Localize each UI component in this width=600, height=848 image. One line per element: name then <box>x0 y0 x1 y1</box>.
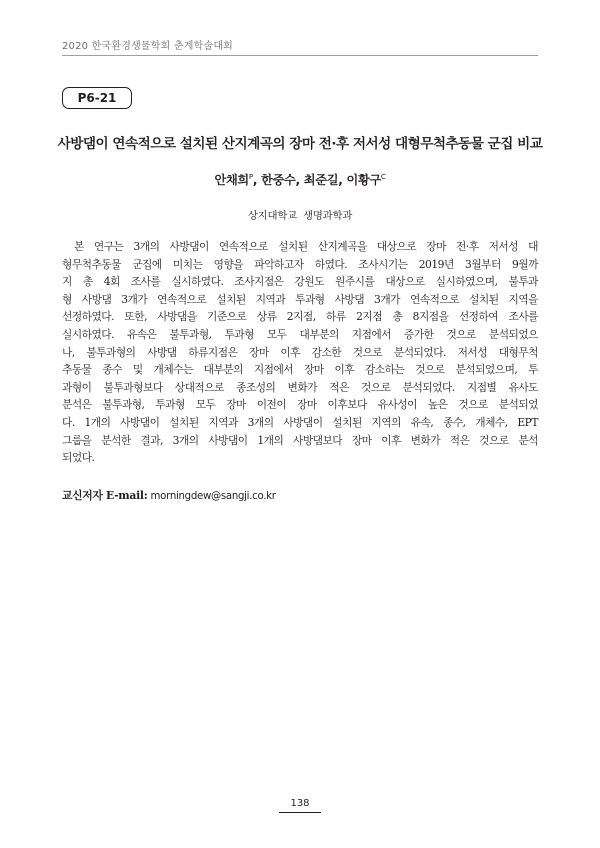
contact-label: 교신저자 E-mail: <box>62 489 148 502</box>
abstract-line: 다. 1개의 사방댐이 설치된 지역과 3개의 사방댐이 설치된 지역의 유속, 종수, 개체수, EPT <box>62 415 538 429</box>
page-number: 138 <box>290 798 310 809</box>
author-separator: , <box>338 173 347 187</box>
abstract-line: 되었다. <box>62 451 95 465</box>
abstract-body <box>62 238 538 467</box>
author-list <box>0 171 600 188</box>
page-number-underline <box>279 812 321 813</box>
abstract-line: 과형이 불투과형보다 상대적으로 종조성의 변화가 적은 것으로 분석되었다. 지점별 유사도 <box>62 380 538 394</box>
author-mark: P <box>248 173 253 181</box>
contact-email[interactable]: morningdew@sangji.co.kr <box>150 491 276 502</box>
abstract-line: 형무척추동물 군집에 미치는 영향을 파악하고자 하였다. 조사시기는 2019년 3월부터 9월까 <box>62 257 538 271</box>
abstract-line: 분석은 불투과형, 투과형 모두 장마 이전이 장마 이후보다 유사성이 높은 것으로 분석되었 <box>62 398 538 412</box>
author-name: 안채희 <box>214 173 249 187</box>
header-divider <box>62 55 538 56</box>
abstract-line: 추동물 종수 및 개체수는 대부분의 지점에서 장마 이후 감소하는 것으로 분석되었으며, 투 <box>62 363 538 377</box>
author-separator: , <box>295 173 304 187</box>
abstract-line: 실시하였다. 유속은 불투과형, 투과형 모두 대부분의 지점에서 증가한 것으로 분석되었으 <box>62 327 538 341</box>
abstract-line: 형 사방댐 3개가 연속적으로 설치된 지역과 투과형 사방댐 3개가 연속적으로 설치된 지역을 <box>62 292 538 306</box>
author-separator: , <box>252 173 262 187</box>
abstract-line: 그룹을 분석한 결과, 3개의 사방댐이 1개의 사방댐보다 장마 이후 변화가 적은 것으로 분석 <box>62 433 538 447</box>
corresponding-author <box>62 488 538 503</box>
author-name: 이황구 <box>346 173 381 187</box>
author-name: 최준길 <box>303 173 339 187</box>
abstract-line: 선정하였다. 또한, 사방댐을 기준으로 상류 2지점, 하류 2지점 총 8지점을 선정하여 조사를 <box>62 310 538 324</box>
author-mark: C <box>380 173 386 181</box>
abstract-line: 나, 불투과형의 사방댐 하류지점은 장마 이후 감소한 것으로 분석되었다. 저서성 대형무척 <box>62 345 538 359</box>
abstract-line: 본 연구는 3개의 사방댐이 연속적으로 설치된 산지계곡을 대상으로 장마 전·후 저서성 대 <box>74 240 538 253</box>
affiliation <box>0 207 600 222</box>
author-name: 한중수 <box>261 173 296 187</box>
paper-title: 사방댐이 연속적으로 설치된 산지계곡의 장마 전·후 저서성 대형무척추동물 군집 비교 <box>57 136 543 152</box>
abstract-line: 지 총 4회 조사를 실시하였다. 조사지점은 강원도 원주시를 대상으로 실시하였으며, 불투과 <box>62 275 538 289</box>
affiliation-university: 상지대학교 <box>247 210 297 222</box>
running-header: 2020 한국환경생물학회 춘계학술대회 <box>62 41 234 52</box>
poster-code-badge: P6-21 <box>62 87 132 109</box>
affiliation-department: 생명과학과 <box>303 210 353 222</box>
